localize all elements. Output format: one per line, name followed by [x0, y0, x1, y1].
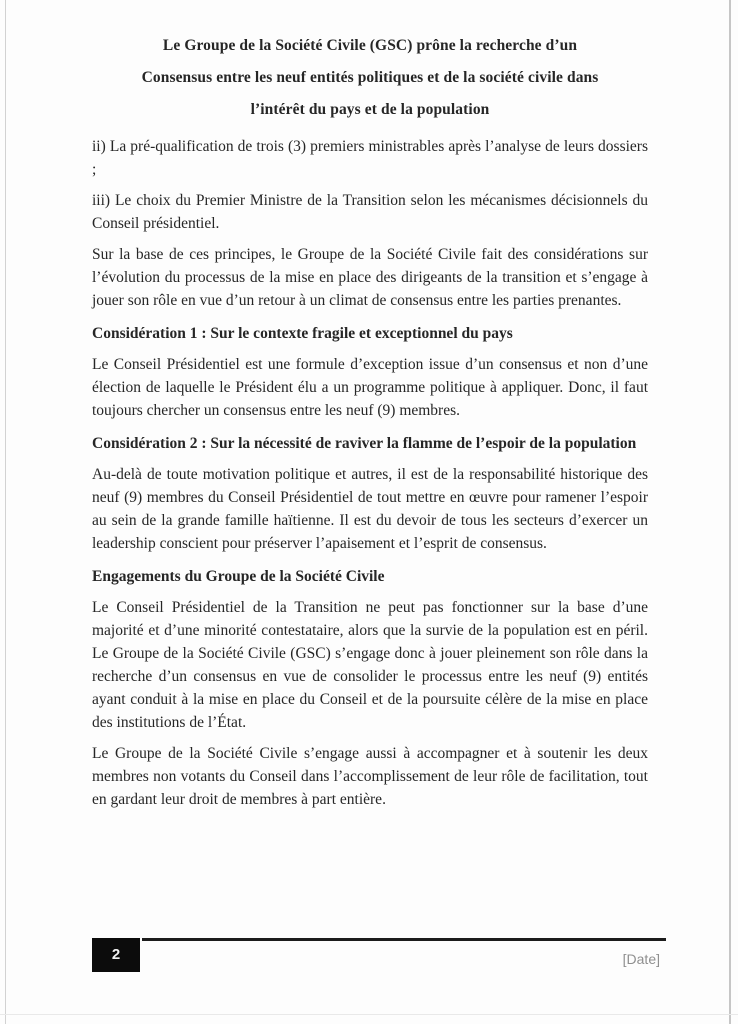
- paragraph-consideration-1-body: Le Conseil Présidentiel est une formule d’exception issue d’un consensus et non d’une élection de laquelle le Président élu a un programme politique à appliquer. Donc, il faut toujours chercher un consensus entre les neuf (9) membres.: [92, 356, 648, 419]
- paragraph-principles: Sur la base de ces principes, le Groupe de la Société Civile fait des considérations sur l’évolution du processus de la mise en place des dirigeants de la transition et s’engage à jouer son rôle en vue d’un retour à un climat de consensus entre les parties prenantes.: [92, 246, 648, 309]
- document-content: [92, 30, 648, 819]
- footer-rule: [142, 938, 666, 941]
- paragraph-engagements-body-1: Le Conseil Présidentiel de la Transition ne peut pas fonctionner sur la base d’une majorité et d’une minorité contestataire, alors que la survie de la population est en péril. Le Groupe de la Société Civile (GSC) s’engage donc à jouer pleinement son rôle dans la recherche d’un consensus en vue de consolider le processus entre les neuf (9) entités ayant conduit à la mise en place du Conseil et de la poursuite célère de la mise en place des institutions de l’État.: [92, 599, 648, 731]
- title-line-1: Le Groupe de la Société Civile (GSC) prône la recherche d’un: [162, 37, 578, 54]
- paragraph-list-item-ii: ii) La pré-qualification de trois (3) premiers ministrables après l’analyse de leurs dossiers ;: [92, 138, 648, 178]
- section-heading-engagements: Engagements du Groupe de la Société Civile: [92, 568, 385, 585]
- title-line-3: l’intérêt du pays et de la population: [250, 101, 490, 118]
- paragraph-engagements-body-2: Le Groupe de la Société Civile s’engage aussi à accompagner et à soutenir les deux membres non votants du Conseil dans l’accomplissement de leur rôle de facilitation, tout en gardant leur droit de membres à part entière.: [92, 745, 648, 808]
- paragraph-list-item-iii: iii) Le choix du Premier Ministre de la Transition selon les mécanismes décisionnels du Conseil présidentiel.: [92, 192, 648, 232]
- page-footer: [92, 936, 660, 986]
- page-number-badge: 2: [92, 938, 140, 972]
- section-heading-consideration-1: Considération 1 : Sur le contexte fragile et exceptionnel du pays: [92, 325, 513, 342]
- document-title: [92, 30, 648, 126]
- page-edge-left: [5, 0, 6, 1024]
- page-edge-right: [729, 0, 731, 1024]
- title-line-2: Consensus entre les neuf entités politiques et de la société civile dans: [141, 69, 599, 86]
- paragraph-consideration-2-body: Au-delà de toute motivation politique et autres, il est de la responsabilité historique des neuf (9) membres du Conseil Présidentiel de tout mettre en œuvre pour ramener l’espoir au sein de la grande famille haïtienne. Il est du devoir de tous les secteurs d’exercer un leadership conscient pour préserver l’apaisement et l’esprit de consensus.: [92, 466, 648, 552]
- footer-date-placeholder: [Date]: [622, 951, 660, 967]
- page-edge-bottom: [0, 1014, 738, 1015]
- section-heading-consideration-2: Considération 2 : Sur la nécessité de raviver la flamme de l’espoir de la population: [92, 435, 637, 452]
